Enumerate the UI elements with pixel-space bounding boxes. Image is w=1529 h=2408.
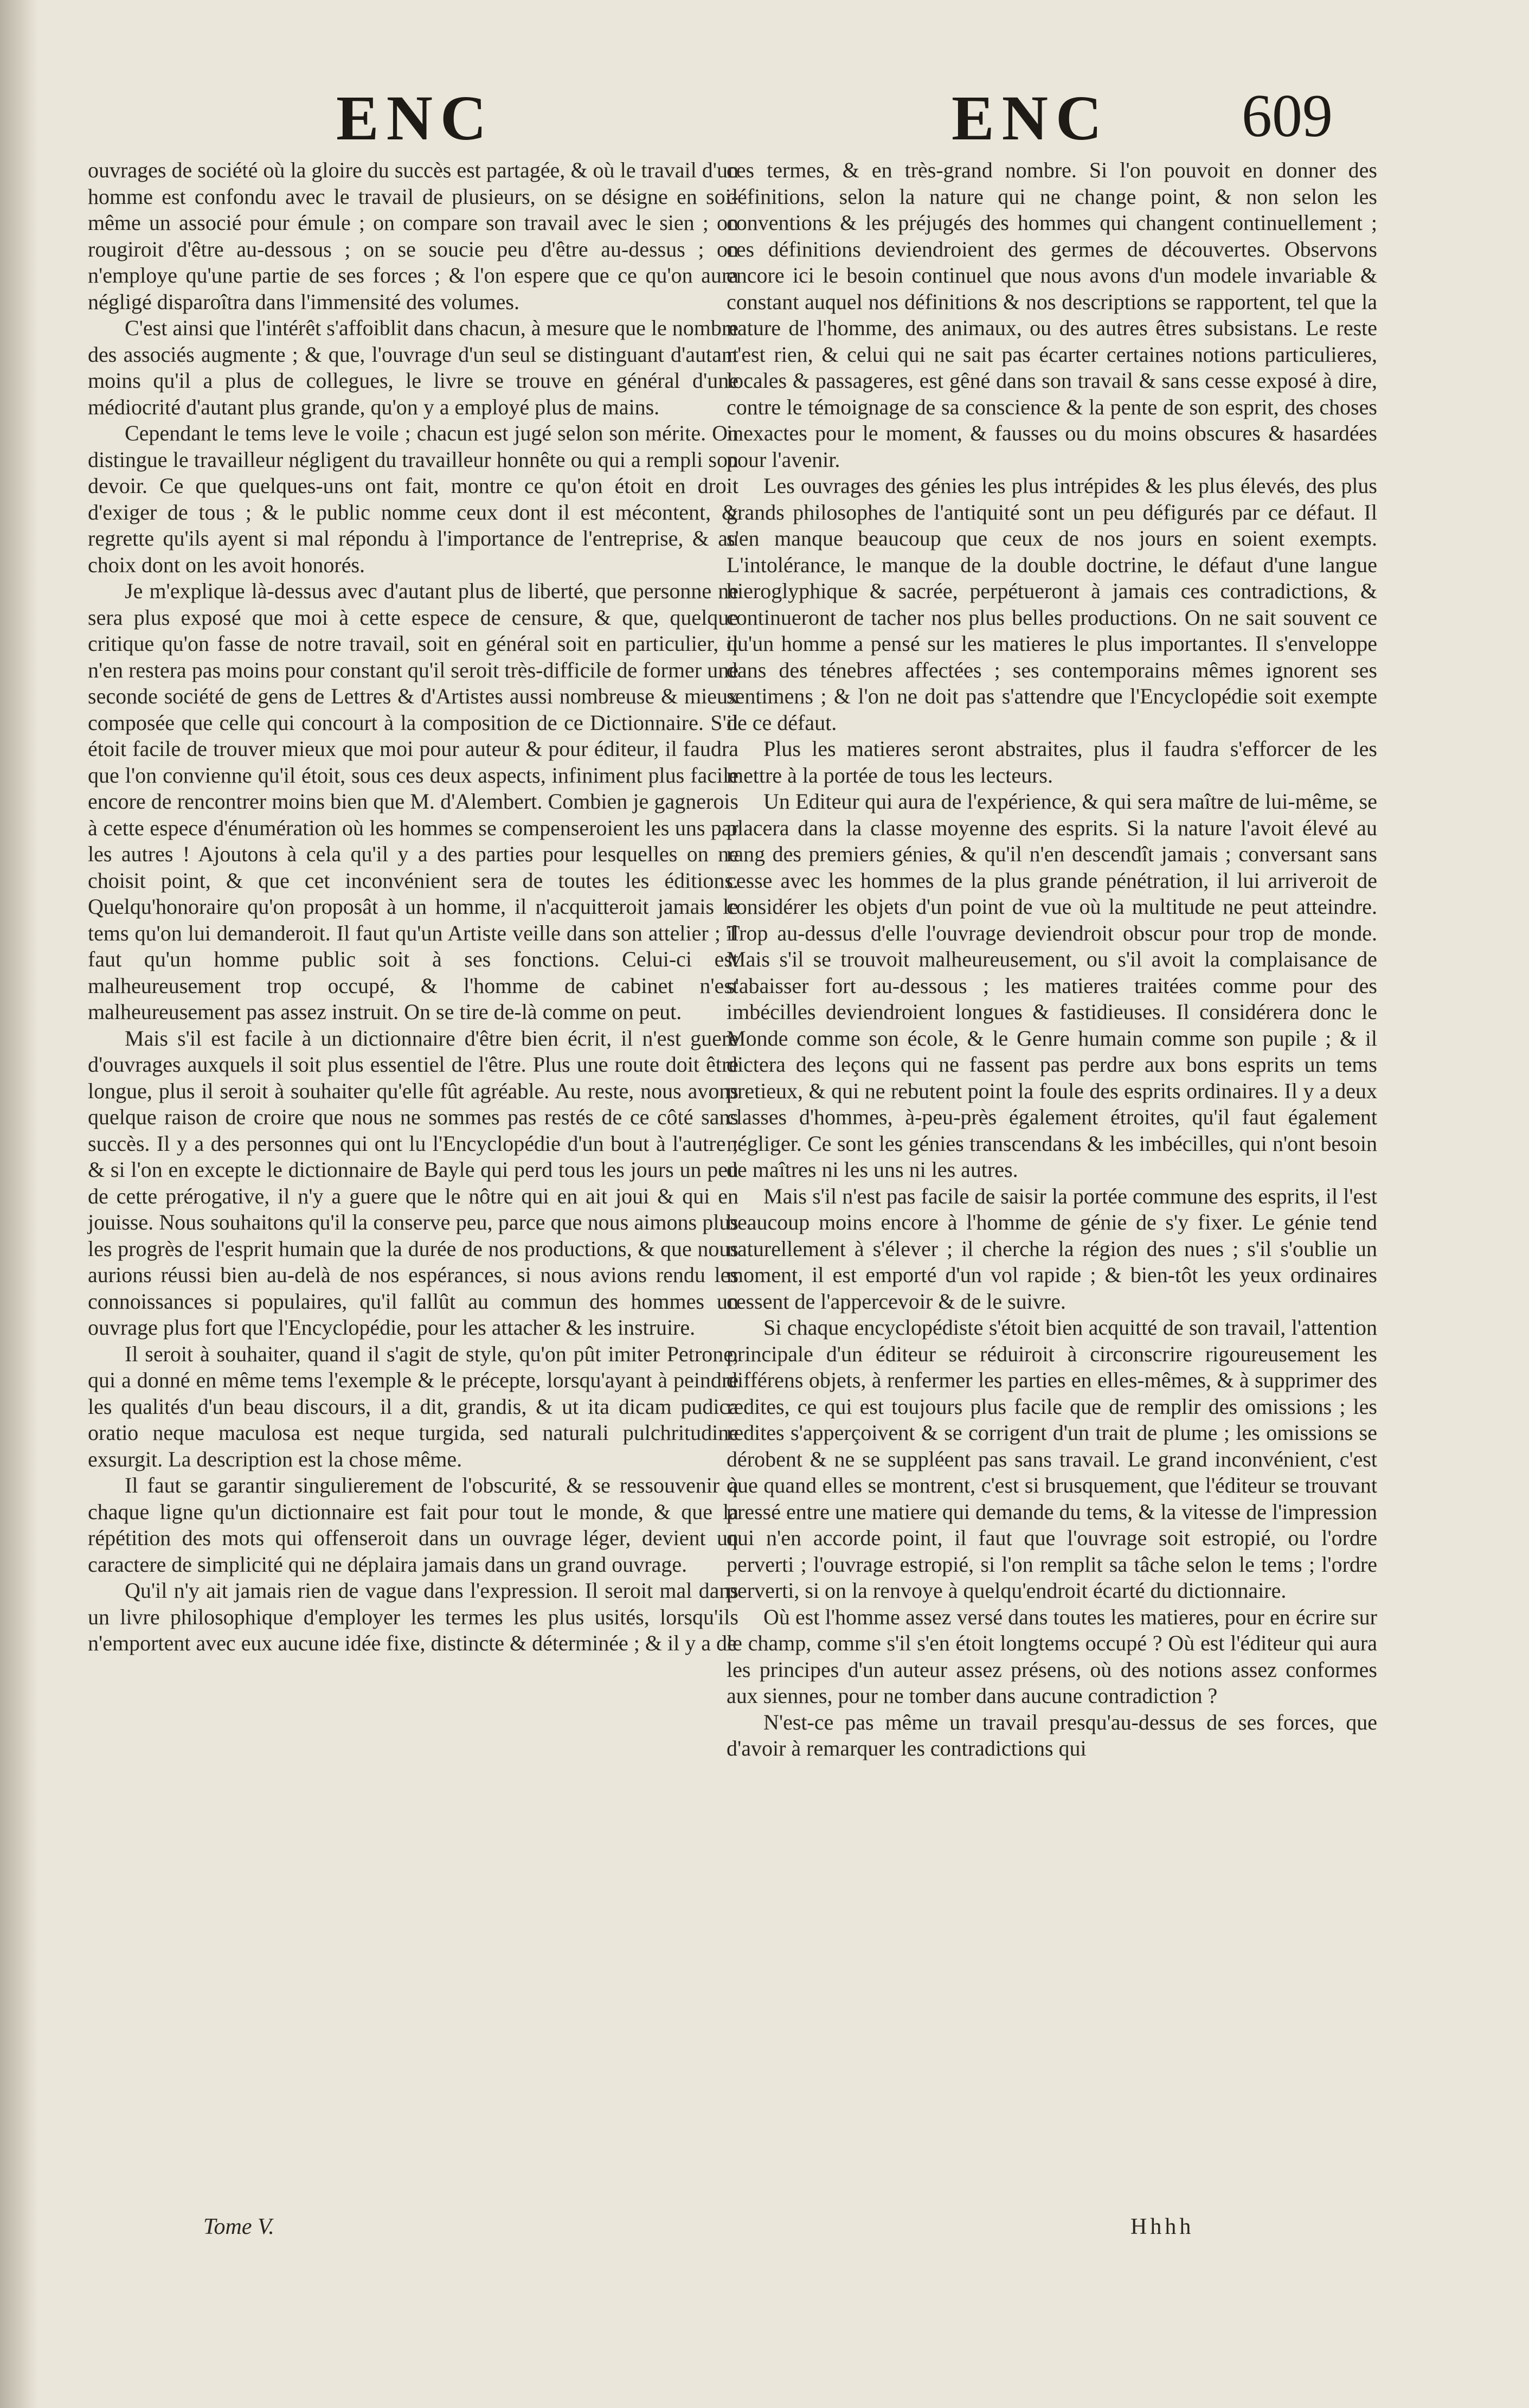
paragraph: Si chaque encyclopédiste s'étoit bien acquitté de son travail, l'attention principale d'un éditeur se réduiroit à circonscrire rigoureusement les différens objets, à renfermer les parties en elles-mêmes, & à supprimer des redites, ce qui est toujours plus facile que de remplir des omissions ; les redites s'apperçoivent & se corrigent d'un trait de plume ; les omissions se dérobent & ne se suppléent pas sans travail. Le grand inconvénient, c'est que quand elles se montrent, c'est si brusquement, que l'éditeur se trouvant pressé entre une matiere qui demande du tems, & la vitesse de l'impression qui n'en accorde point, il faut que l'ouvrage soit estropié, ou l'ordre perverti ; l'ouvrage estropié, si l'on remplit sa tâche selon le tems ; l'ordre perverti, si on la renvoye à quelqu'endroit écarté du dictionnaire. <box>727 1315 1377 1603</box>
paragraph: Plus les matieres seront abstraites, plus il faudra s'efforcer de les mettre à la portée de tous les lecteurs. <box>727 737 1377 787</box>
paragraph: Il faut se garantir singulierement de l'obscurité, & se ressouvenir à chaque ligne qu'un dictionnaire est fait pour tout le monde, & que la répétition des mots qui offenseroit dans un ouvrage léger, devient un caractere de simplicité qui ne déplaira jamais dans un grand ouvrage. <box>88 1473 738 1577</box>
paragraph: ces termes, & en très-grand nombre. Si l'on pouvoit en donner des définitions, selon la nature qui ne change point, & non selon les conventions & les préjugés des hommes qui changent continuellement ; ces définitions deviendroient des germes de découvertes. Observons encore ici le besoin continuel que nous avons d'un modele invariable & constant auquel nos définitions & nos descriptions se rapportent, tel que la nature de l'homme, des animaux, ou des autres êtres subsistans. Le reste n'est rien, & celui qui ne sait pas écarter certaines notions particulieres, locales & passageres, est gêné dans son travail & sans cesse exposé à dire, contre le témoignage de sa conscience & la pente de son esprit, des choses inexactes pour le moment, & fausses ou du moins obscures & hasardées pour l'avenir. <box>727 158 1377 472</box>
paragraph: Je m'explique là-dessus avec d'autant plus de liberté, que personne ne sera plus exposé que moi à cette espece de censure, & que, quelque critique qu'on fasse de notre travail, soit en général soit en particulier, il n'en restera pas moins pour constant qu'il seroit très-difficile de former une seconde société de gens de Lettres & d'Artistes aussi nombreuse & mieux composée que celle qui concourt à la composition de ce Dictionnaire. S'il étoit facile de trouver mieux que moi pour auteur & pour éditeur, il faudra que l'on convienne qu'il étoit, sous ces deux aspects, infiniment plus facile encore de rencontrer moins bien que M. d'Alembert. Combien je gagnerois à cette espece d'énumération où les hommes se compenseroient les uns par les autres ! Ajoutons à cela qu'il y a des parties pour lesquelles on ne choisit point, & que cet inconvénient sera de toutes les éditions. Quelqu'honoraire qu'on proposât à un homme, il n'acquitteroit jamais le tems qu'on lui demanderoit. Il faut qu'un Artiste veille dans son attelier ; il faut qu'un homme public soit à ses fonctions. Celui-ci est malheureusement trop occupé, & l'homme de cabinet n'est malheureusement pas assez instruit. On se tire de-là comme on peut. <box>88 579 738 1024</box>
page-footer <box>0 2214 1529 2252</box>
right-running-head: ENC <box>952 82 1110 153</box>
volume-label: Tome V. <box>203 2214 274 2239</box>
paragraph: Cependant le tems leve le voile ; chacun est jugé selon son mérite. On distingue le travailleur négligent du travailleur honnête ou qui a rempli son devoir. Ce que quelques-uns ont fait, montre ce qu'on étoit en droit d'exiger de tous ; & le public nomme ceux dont il est mécontent, & regrette qu'ils ayent si mal répondu à l'importance de l'entreprise, & au choix dont on les avoit honorés. <box>88 421 738 577</box>
page-header <box>0 81 1529 163</box>
paragraph: Qu'il n'y ait jamais rien de vague dans l'expression. Il seroit mal dans un livre philosophique d'employer les termes les plus usités, lorsqu'ils n'emportent avec eux aucune idée fixe, distincte & déterminée ; & il y a de <box>88 1578 738 1655</box>
paragraph: Un Editeur qui aura de l'expérience, & qui sera maître de lui-même, se placera dans la classe moyenne des esprits. Si la nature l'avoit élevé au rang des premiers génies, & qu'il n'en descendît jamais ; conversant sans cesse avec les hommes de la plus grande pénétration, il lui arriveroit de considérer les objets d'un point de vue où la multitude ne peut atteindre. Trop au-dessus d'elle l'ouvrage deviendroit obscur pour trop de monde. Mais s'il se trouvoit malheureusement, ou s'il avoit la complaisance de s'abaisser fort au-dessous ; les matieres traitées comme pour des imbécilles deviendroient longues & fastidieuses. Il considérera donc le Monde comme son école, & le Genre humain comme son pupile ; & il dictera des leçons qui ne fassent pas perdre aux bons esprits un tems pretieux, & qui ne rebutent point la foule des esprits ordinaires. Il y a deux classes d'hommes, à-peu-près également étroites, qu'il faut également négliger. Ce sont les génies transcendans & les imbécilles, qui n'ont besoin de maîtres ni les uns ni les autres. <box>727 789 1377 1182</box>
paragraph: Il seroit à souhaiter, quand il s'agit de style, qu'on pût imiter Petrone, qui a donné en même tems l'exemple & le précepte, lorsqu'ayant à peindre les qualités d'un beau discours, il a dit, grandis, & ut ita dicam pudica oratio neque maculosa est neque turgida, sed naturali pulchritudine exsurgit. La description est la chose même. <box>88 1341 738 1471</box>
paragraph: N'est-ce pas même un travail presqu'au-dessus de ses forces, que d'avoir à remarquer les contradictions qui <box>727 1709 1377 1760</box>
paragraph: Les ouvrages des génies les plus intrépides & les plus élevés, des plus grands philosophes de l'antiquité sont un peu défigurés par ce défaut. Il s'en manque beaucoup que ceux de nos jours en soient exempts. L'intolérance, le manque de la double doctrine, le défaut d'une langue hieroglyphique & sacrée, perpétueront à jamais ces contradictions, & continueront de tacher nos plus belles productions. On ne sait souvent ce qu'un homme a pensé sur les matieres le plus importantes. Il s'enveloppe dans des ténebres affectées ; ses contemporains mêmes ignorent ses sentimens ; & l'on ne doit pas s'attendre que l'Encyclopédie soit exempte de ce défaut. <box>727 473 1377 735</box>
paragraph: Mais s'il est facile à un dictionnaire d'être bien écrit, il n'est guere d'ouvrages auxquels il soit plus essentiel de l'être. Plus une route doit être longue, plus il seroit à souhaiter qu'elle fût agréable. Au reste, nous avons quelque raison de croire que nous ne sommes pas restés de ce côté sans succès. Il y a des personnes qui ont lu l'Encyclopédie d'un bout à l'autre ; & si l'on en excepte le dictionnaire de Bayle qui perd tous les jours un peu de cette prérogative, il n'y a guere que le nôtre qui en ait joui & qui en jouisse. Nous souhaitons qu'il la conserve peu, parce que nous aimons plus les progrès de l'esprit humain que la durée de nos productions, & que nous aurions réussi bien au-delà de nos espérances, si nous avions rendu les connoissances si populaires, qu'il fallût au commun des hommes un ouvrage plus fort que l'Encyclopédie, pour les attacher & les instruire. <box>88 1026 738 1340</box>
paragraph: Mais s'il n'est pas facile de saisir la portée commune des esprits, il l'est beaucoup moins encore à l'homme de génie de s'y fixer. Le génie tend naturellement à s'élever ; il cherche la région des nues ; s'il s'oublie un moment, il est emporté d'un vol rapide ; & bien-tôt les yeux ordinaires cessent de l'appercevoir & de le suivre. <box>727 1183 1377 1314</box>
paragraph: ouvrages de société où la gloire du succès est partagée, & où le travail d'un homme est confondu avec le travail de plusieurs, on se désigne en soi-même un associé pour émule ; on compare son travail avec le sien ; on rougiroit d'être au-dessous ; on se soucie peu d'être au-dessus ; on n'employe qu'une partie de ses forces ; & l'on espere que ce qu'on aura négligé disparoîtra dans l'immensité des volumes. <box>88 158 738 314</box>
binding-gutter <box>0 0 38 2408</box>
right-column <box>727 157 1377 1762</box>
left-column <box>88 157 738 1657</box>
page-number: 609 <box>1242 82 1333 150</box>
paragraph: C'est ainsi que l'intérêt s'affoiblit dans chacun, à mesure que le nombre des associés augmente ; & que, l'ouvrage d'un seul se distinguant d'autant moins qu'il a plus de collegues, le livre se trouve en général d'une médiocrité d'autant plus grande, qu'on y a employé plus de mains. <box>88 316 738 419</box>
left-running-head: ENC <box>336 82 494 153</box>
paragraph: Où est l'homme assez versé dans toutes les matieres, pour en écrire sur le champ, comme s'il s'en étoit longtems occupé ? Où est l'éditeur qui aura les principes d'un auteur assez présens, où des notions assez conformes aux siennes, pour ne tomber dans aucune contradiction ? <box>727 1604 1377 1708</box>
signature-mark: Hhhh <box>1130 2214 1194 2239</box>
